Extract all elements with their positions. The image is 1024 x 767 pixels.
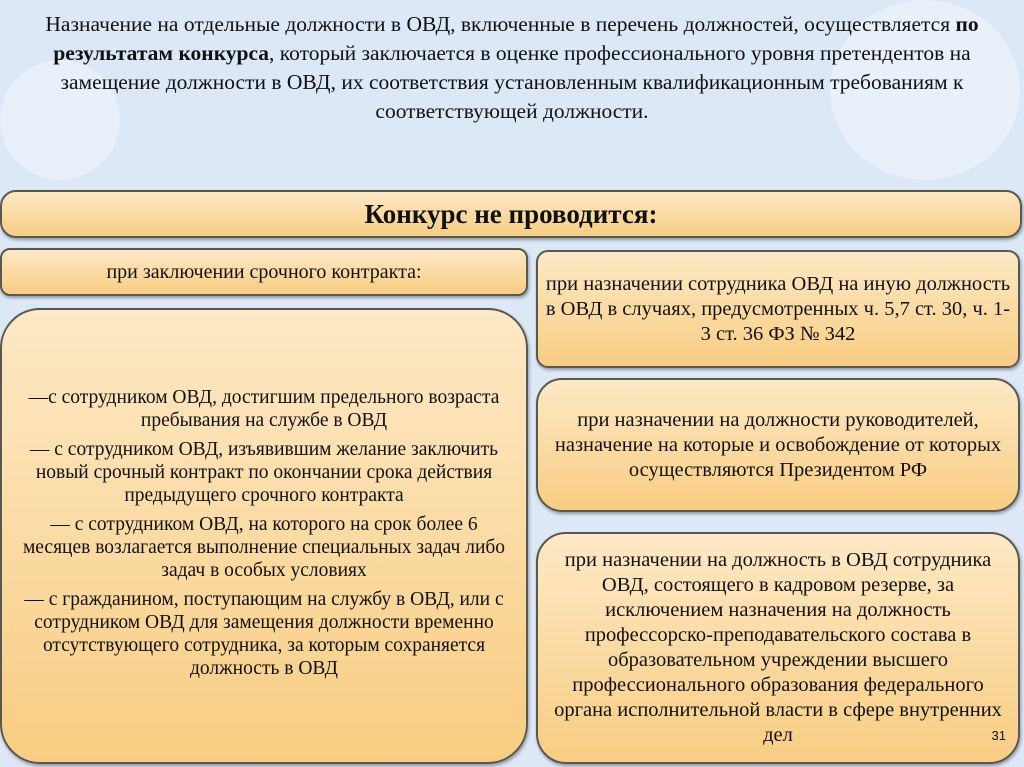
- intro-part2: , который заключается в оценке профессионального уровня претендентов на замещение должности в ОВД, их соответствия установленным квалификационным требованиям к соответствующей должности.: [60, 41, 971, 123]
- list-item: — с гражданином, поступающим на службу в ОВД, или с сотрудником ОВД для замещения должности временно отсутствующего сотрудника, за которым сохраняется должность в ОВД: [24, 589, 504, 679]
- left-list-box: [0, 308, 528, 764]
- intro-bold: по результатам конкурса: [53, 12, 979, 65]
- page-number: 31: [991, 728, 1006, 743]
- right-box-1: при назначении сотрудника ОВД на иную должность в ОВД в случаях, предусмотренных ч. 5,7 ст. 30, ч. 1-3 ст. 36 ФЗ № 342: [536, 250, 1020, 368]
- list-item: — с сотрудником ОВД, изъявившим желание заключить новый срочный контракт по окончании срока действия предыдущего срочного контракта: [29, 439, 499, 506]
- intro-part1: Назначение на отдельные должности в ОВД, включенные в перечень должностей, осуществляется: [45, 12, 956, 36]
- intro-text: [40, 10, 984, 126]
- right-box-2: при назначении на должности руководителей, назначение на которые и освобождение от которых осуществляются Президентом РФ: [536, 378, 1020, 512]
- right-box-3: при назначении на должность в ОВД сотрудника ОВД, состоящего в кадровом резерве, за исключением назначения на должность профессорско-преподавательского состава в образовательном учреждении высшего профессионального образования федерального органа исполнительной власти в сфере внутренних дел: [536, 532, 1020, 764]
- list-item: —с сотрудником ОВД, достигшим предельного возраста пребывания на службе в ОВД: [28, 387, 500, 431]
- list-item: — с сотрудником ОВД, на которого на срок более 6 месяцев возлагается выполнение специальных задач либо задач в особых условиях: [22, 514, 506, 581]
- left-header-box: при заключении срочного контракта:: [0, 248, 528, 296]
- banner-heading: Конкурс не проводится:: [0, 190, 1022, 238]
